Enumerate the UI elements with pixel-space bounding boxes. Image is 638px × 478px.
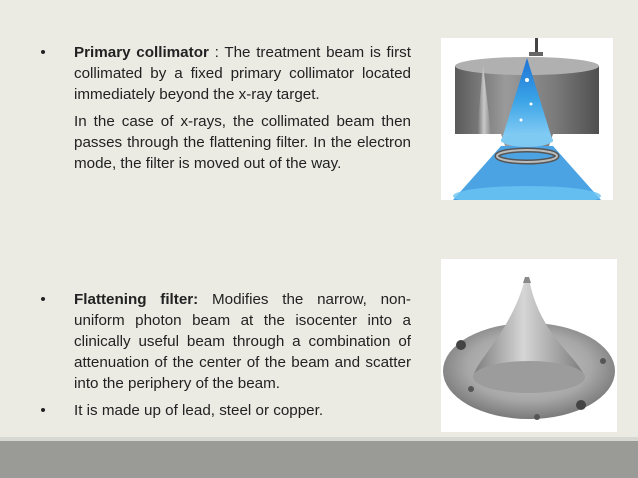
- bullet-item: [38, 400, 411, 421]
- flattening-filter-section: [38, 289, 411, 421]
- footer-bar: [0, 441, 638, 478]
- term-primary-collimator: Primary collimator: [74, 44, 209, 61]
- term-flattening-filter: Flattening filter:: [74, 291, 199, 308]
- bullet-dot: •: [40, 291, 46, 308]
- primary-collimator-section: [38, 42, 411, 174]
- bullet-dot: •: [40, 402, 46, 419]
- flattening-filter-image: [441, 259, 617, 432]
- material-note: It is made up of lead, steel or copper.: [74, 402, 324, 419]
- xray-paragraph: In the case of x-rays, the collimated beam then passes through the flattening filter. In the electron mode, the filter is moved out of the way.: [74, 113, 411, 172]
- flattening-filter-description: Modifies the narrow, non-uniform photon beam at the isocenter into a clinically useful beam through a combination of attenuation of the center of the beam and scatter into the periphery of the beam.: [74, 291, 411, 392]
- bullet-item: [38, 289, 411, 394]
- bullet-item: [38, 42, 411, 105]
- collimator-image: [441, 38, 613, 200]
- term-separator: :: [208, 44, 225, 61]
- bullet-dot: •: [40, 44, 46, 61]
- primary-collimator-description: The treatment beam is first collimated by a fixed primary collimator located immediately beyond the x-ray target.: [74, 44, 411, 103]
